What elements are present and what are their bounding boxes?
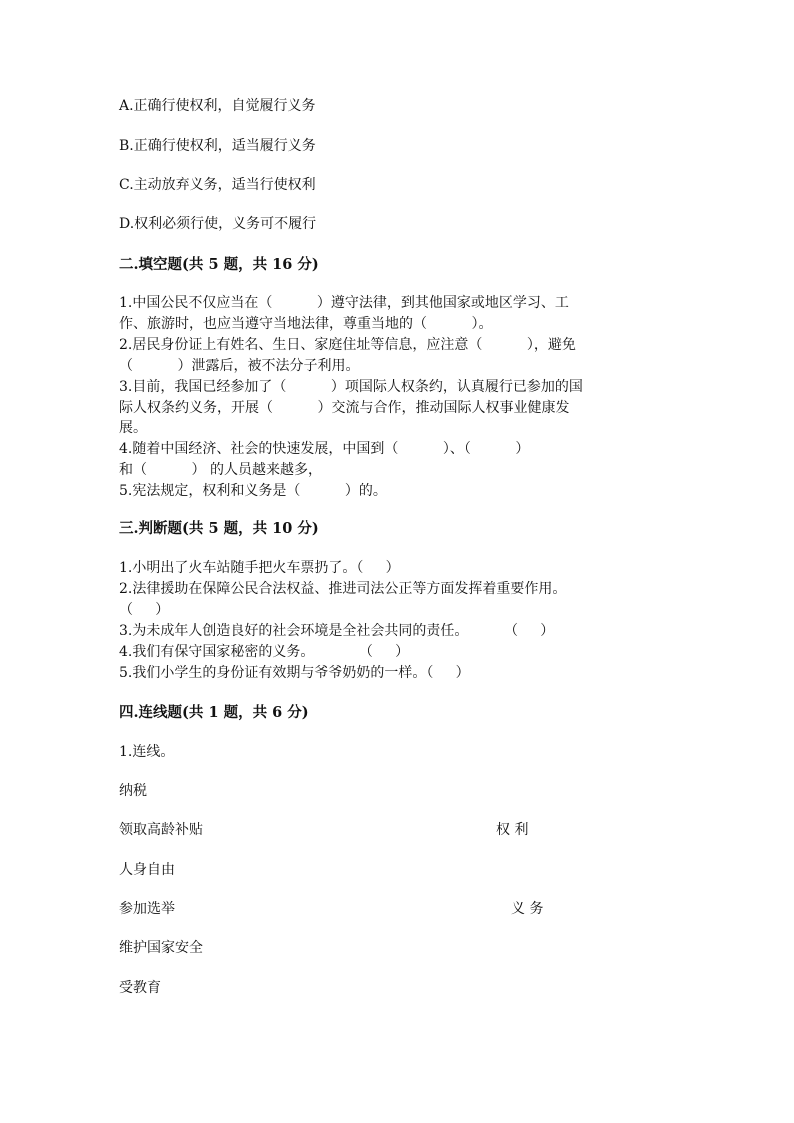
matching-left-item: 维护国家安全 xyxy=(119,940,203,956)
fill-blank-line: 1.中国公民不仅应当在（ ）遵守法律，到其他国家或地区学习、工 xyxy=(119,295,569,311)
judgment-line: 5.我们小学生的身份证有效期与爷爷奶奶的一样。（ ） xyxy=(119,665,470,681)
judgment-line: 3.为未成年人创造良好的社会环境是全社会共同的责任。 （ ） xyxy=(119,623,555,639)
matching-left-item: 纳税 xyxy=(119,783,147,799)
fill-blank-line: 展。 xyxy=(119,420,147,436)
matching-left-item: 人身自由 xyxy=(119,862,175,878)
section-title-fill-blank: 二.填空题(共 5 题，共 16 分) xyxy=(119,256,319,273)
matching-right-item-duties: 义 务 xyxy=(511,901,544,917)
section-title-judgment: 三.判断题(共 5 题，共 10 分) xyxy=(119,520,319,537)
option-b: B.正确行使权利，适当履行义务 xyxy=(119,138,316,154)
matching-left-item: 领取高龄补贴 xyxy=(119,822,203,838)
fill-blank-line: 和（ ） 的人员越来越多， xyxy=(119,462,322,478)
fill-blank-line: （ ）泄露后，被不法分子利用。 xyxy=(119,358,360,374)
judgment-line: （ ） xyxy=(119,602,170,618)
judgment-line: 4.我们有保守国家秘密的义务。 （ ） xyxy=(119,644,410,660)
fill-blank-line: 5.宪法规定，权利和义务是（ ）的。 xyxy=(119,483,387,499)
option-d: D.权利必须行使，义务可不履行 xyxy=(119,216,317,232)
judgment-line: 2.法律援助在保障公民合法权益、推进司法公正等方面发挥着重要作用。 xyxy=(119,581,567,597)
fill-blank-line: 2.居民身份证上有姓名、生日、家庭住址等信息，应注意（ ），避免 xyxy=(119,337,576,353)
matching-left-item: 受教育 xyxy=(119,980,161,996)
section-title-matching: 四.连线题(共 1 题，共 6 分) xyxy=(119,704,309,721)
option-a: A.正确行使权利，自觉履行义务 xyxy=(119,98,316,114)
matching-left-item: 参加选举 xyxy=(119,901,175,917)
fill-blank-line: 作、旅游时，也应当遵守当地法律，尊重当地的（ ）。 xyxy=(119,316,493,332)
matching-right-item-rights: 权 利 xyxy=(496,822,529,838)
fill-blank-line: 际人权条约义务，开展（ ）交流与合作，推动国际人权事业健康发 xyxy=(119,400,570,416)
matching-question: 1.连线。 xyxy=(119,744,175,760)
judgment-line: 1.小明出了火车站随手把火车票扔了。（ ） xyxy=(119,560,400,576)
option-c: C.主动放弃义务，适当行使权利 xyxy=(119,177,316,193)
fill-blank-line: 3.目前，我国已经参加了（ ）项国际人权条约，认真履行已参加的国 xyxy=(119,379,583,395)
fill-blank-line: 4.随着中国经济、社会的快速发展，中国到（ ）、（ ） xyxy=(119,441,530,457)
